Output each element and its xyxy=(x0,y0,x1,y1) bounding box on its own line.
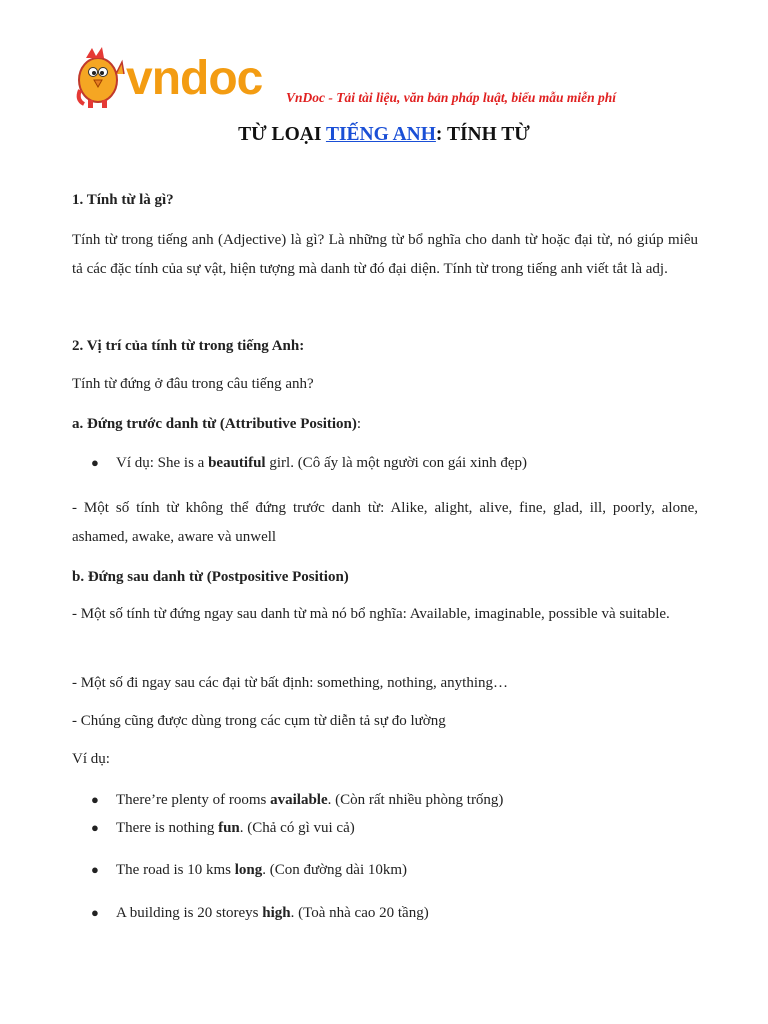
bullet-icon: ● xyxy=(91,792,99,807)
bullet-icon: ● xyxy=(91,820,99,835)
section-1-body: Tính từ trong tiếng anh (Adjective) là gì? Là những từ bổ nghĩa cho danh từ hoặc đại từ, nó giúp miêu tả các đặc tính của sự vật, hiện tượng mà danh từ đó đại diện. Tính từ trong tiếng anh viết tắt là adj. xyxy=(72,232,698,277)
subsection-a-note: - Một số tính từ không thể đứng trước danh từ: Alike, alight, alive, fine, glad, ill, poorly, alone, ashamed, awake, aware và unwell xyxy=(72,500,698,545)
title-suffix: : TÍNH TỪ xyxy=(435,124,530,145)
list-item-text: A building is 20 storeys high. (Toà nhà cao 20 tầng) xyxy=(116,905,429,921)
example-label: Ví dụ: xyxy=(72,751,110,767)
list-item-text: There’re plenty of rooms available. (Còn rất nhiều phòng trống) xyxy=(116,792,504,808)
title-link[interactable]: TIẾNG ANH xyxy=(325,124,436,145)
list-item-text: There is nothing fun. (Chả có gì vui cả) xyxy=(116,820,355,836)
vndoc-logo[interactable] xyxy=(72,44,282,110)
list-item-text: Ví dụ: She is a beautiful girl. (Cô ấy là một người con gái xinh đẹp) xyxy=(116,455,528,471)
section-2-question: Tính từ đứng ở đâu trong câu tiếng anh? xyxy=(72,376,314,392)
page-title xyxy=(0,124,768,146)
header xyxy=(72,44,712,110)
section-1-heading: 1. Tính từ là gì? xyxy=(72,192,174,208)
tagline: VnDoc - Tải tài liệu, văn bản pháp luật, biểu mẫu miễn phí xyxy=(286,90,617,105)
subsection-b-heading: b. Đứng sau danh từ (Postpositive Position) xyxy=(72,569,349,585)
bullet-icon: ● xyxy=(91,862,99,877)
chicken-mascot-icon xyxy=(79,47,124,108)
subsection-a-colon: : xyxy=(356,416,362,432)
subsection-b-note-1: - Một số tính từ đứng ngay sau danh từ mà nó bổ nghĩa: Available, imaginable, possible và suitable. xyxy=(72,606,670,622)
subsection-a-heading xyxy=(72,410,698,439)
list-item-text: The road is 10 kms long. (Con đường dài 10km) xyxy=(116,862,408,878)
bullet-icon: ● xyxy=(91,905,99,920)
brand-wordmark: vndoc xyxy=(126,52,263,105)
subsection-b-note-3: - Chúng cũng được dùng trong các cụm từ diễn tả sự đo lường xyxy=(72,713,446,729)
subsection-a-title: a. Đứng trước danh từ (Attributive Position) xyxy=(72,416,357,432)
subsection-b-note-2: - Một số đi ngay sau các đại từ bất định: something, nothing, anything… xyxy=(72,675,508,691)
bullet-icon: ● xyxy=(91,455,99,470)
section-2-heading: 2. Vị trí của tính từ trong tiếng Anh: xyxy=(72,338,305,354)
title-prefix: TỪ LOẠI xyxy=(238,124,326,145)
